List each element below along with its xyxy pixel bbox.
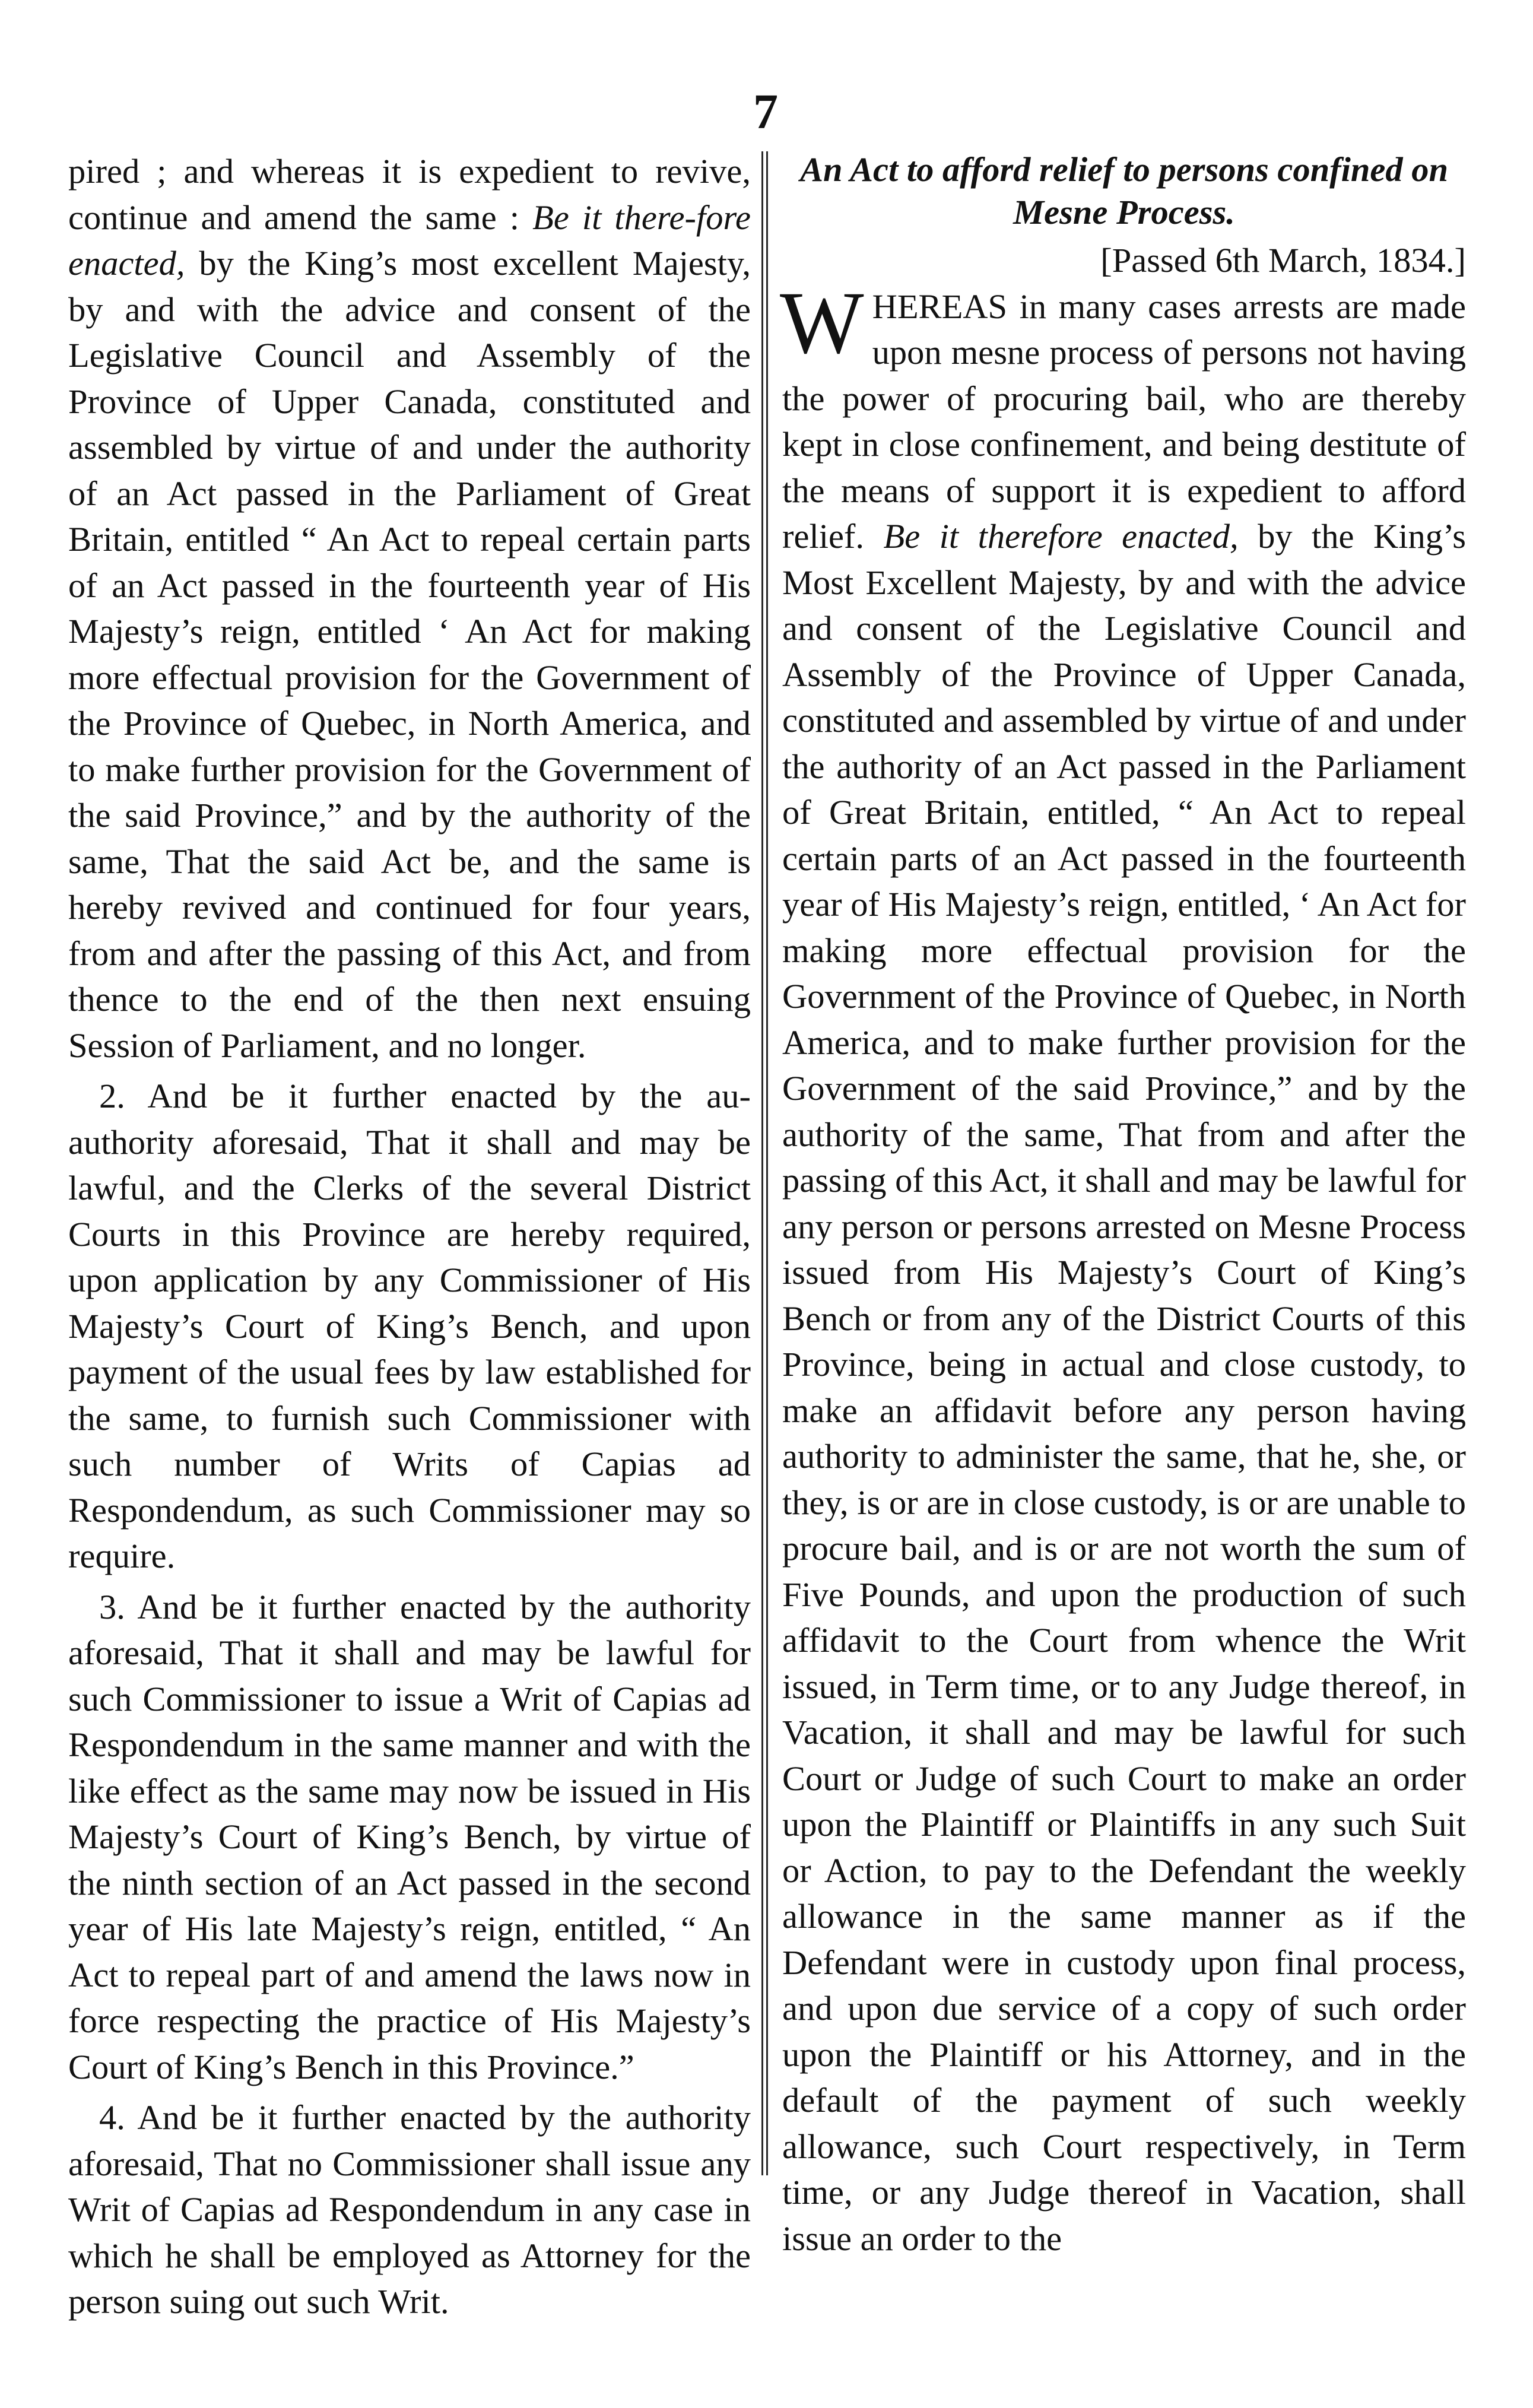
column-divider bbox=[761, 151, 768, 2175]
page-number: 7 bbox=[753, 84, 778, 139]
act-title: An Act to afford relief to persons confined on Mesne Process. bbox=[799, 150, 1449, 231]
section-3: 3. And be it further enacted by the authority aforesaid, That it shall and may be lawful for such Commissioner to issue a Writ of Capias ad Respondendum in the same manner and with the like effect as the same may now be issued in His Majesty’s Court of King’s Bench, by virtue of the ninth section of an Act passed in the second year of His late Majesty’s reign, entitled, “ An Act to repeal part of and amend the laws now in force respecting the practice of His Majesty’s Court of King’s Bench in this Province.” bbox=[68, 1587, 751, 2086]
paragraph-text: by the King’s most excellent Majesty, by and with the advice and consent of the Legislative Council and Assembly of the Province of Upper Canada, constituted and assembled by virtue of and under the authority of an Act passed in the Parliament of Great Britain, entitled “ An Act to repeal certain parts of an Act passed in the fourteenth year of His Majesty’s reign, entitled ‘ An Act for making more effectual provision for the Government of the Province of Quebec, in North America, and to make further provision for the Government of the said Province,” and by the authority of the same, That the said Act be, and the same is hereby revived and continued for four years, from and after the passing of this Act, and from thence to the end of the then next ensuing Session of Parliament, and no longer. bbox=[68, 244, 751, 1065]
enacting-phrase: Be it there-fore enacted, bbox=[68, 198, 751, 283]
paragraph-text: by the King’s Most Excellent Majesty, by and with the advice and consent of the Legislative Council and Assembly of the Province of Upper Canada, constituted and assembled by virtue of and under the authority of an Act passed in the Parliament of Great Britain, entitled, “ An Act to repeal certain parts of an Act passed in the fourteenth year of His Majesty’s reign, entitled, ‘ An Act for making more effectual provision for the Government of the Province of Quebec, in North America, and to make further provision for the Government of the said Province,” and by the authority of the same, That from and after the passing of this Act, it shall and may be lawful for any person or persons arrested on Mesne Process issued from His Majesty’s Court of King’s Bench or from any of the District Courts of this Province, being in actual and close custody, to make an affidavit before any person having authority to administer the same, that he, she, or they, is or are in close custody, is or are unable to procure bail, and is or are not worth the sum of Five Pounds, and upon the production of such affidavit to the Court from whence the Writ issued, in Term time, or to any Judge thereof, in Vacation, it shall and may be lawful for such Court or Judge of such Court to make an order upon the Plaintiff or Plaintiffs in any such Suit or Action, to pay to the Defendant the weekly allowance in the same manner as if the Defendant were in custody upon final process, and upon due service of a copy of such order upon the Plaintiff or his Attorney, and in the default of the payment of such weekly allowance, such Court respectively, in Term time, or any Judge thereof in Vacation, shall issue an order to the bbox=[782, 517, 1466, 2258]
paragraph-text: HEREAS in many cases arrests are made upon mesne process of persons not having the power of procuring bail, who are thereby kept in close confinement, and being destitute of the means of support it is expedient to afford relief. bbox=[782, 287, 1466, 556]
paragraph-text: pired ; and whereas it is expedient to revive, continue and amend the same : bbox=[68, 152, 751, 237]
paragraph-continuation bbox=[68, 148, 751, 1068]
right-column bbox=[782, 148, 1466, 2261]
section-4: 4. And be it further enacted by the authority aforesaid, That no Commissioner shall issue any Writ of Capias ad Respondendum in any case in which he shall be employed as Attorney for the person suing out such Writ. bbox=[68, 2098, 751, 2321]
left-column bbox=[68, 148, 751, 2325]
section-2: 2. And be it further enacted by the au-authority aforesaid, That it shall and may be lawful, and the Clerks of the several District Courts in this Province are hereby required, upon application by any Commissioner of His Majesty’s Court of King’s Bench, and upon payment of the usual fees by law established for the same, to furnish such Commissioner with such number of Writs of Capias ad Respondendum, as such Commissioner may so require. bbox=[68, 1077, 751, 1575]
drop-cap: W bbox=[780, 273, 864, 372]
passed-date: [Passed 6th March, 1834.] bbox=[1100, 241, 1466, 280]
preamble-paragraph bbox=[780, 273, 1466, 2262]
enacting-phrase: Be it therefore enacted, bbox=[883, 517, 1239, 556]
